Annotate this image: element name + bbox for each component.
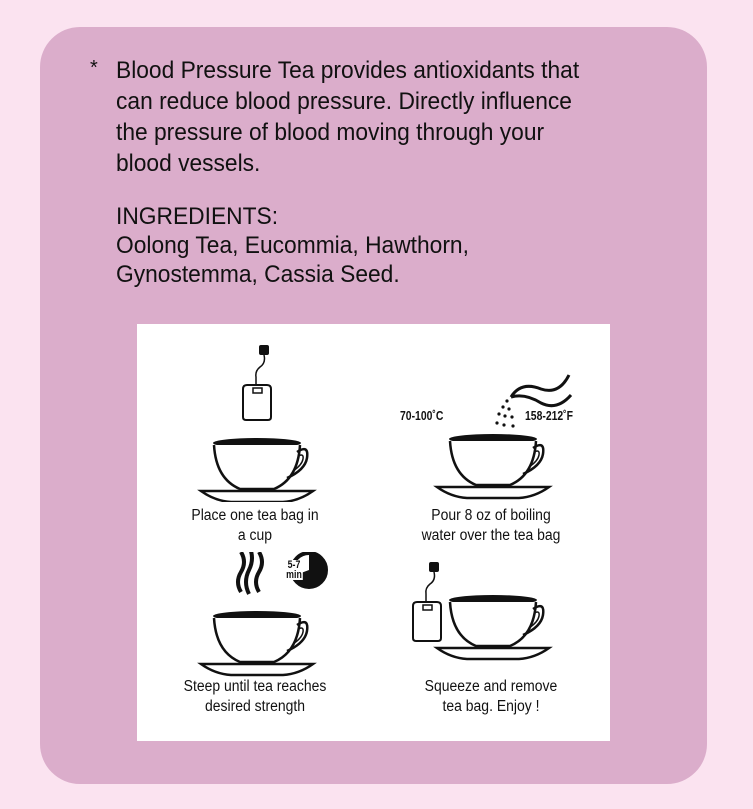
description-line: Blood Pressure Tea provides antioxidants that	[116, 57, 580, 84]
step-place-tea-bag	[137, 324, 373, 544]
description-line: can reduce blood pressure. Directly influence	[116, 88, 572, 115]
brewing-instructions-panel	[137, 324, 610, 741]
caption-line: tea bag. Enjoy !	[442, 698, 540, 715]
caption-line: Squeeze and remove	[424, 678, 558, 695]
remove-tea-bag-icon	[403, 562, 573, 672]
ingredients-section	[116, 202, 469, 289]
bullet-asterisk: *	[90, 57, 98, 79]
step-caption	[149, 677, 361, 717]
step-caption	[385, 677, 597, 717]
ingredients-heading: INGREDIENTS:	[116, 203, 279, 230]
ingredients-line: Oolong Tea, Eucommia, Hawthorn,	[116, 232, 469, 259]
temperature-fahrenheit: 158-212˚F	[525, 408, 573, 423]
temperature-celsius: 70-100˚C	[400, 408, 444, 423]
steep-time	[285, 560, 303, 580]
tea-bag-over-cup-icon	[197, 342, 317, 502]
product-description	[116, 55, 637, 179]
caption-line: Place one tea bag in	[191, 507, 319, 524]
step-steep	[137, 534, 373, 741]
description-line: blood vessels.	[116, 150, 261, 177]
caption-line: a cup	[237, 527, 273, 544]
caption-line: water over the tea bag	[421, 527, 561, 544]
product-info-card	[40, 27, 707, 784]
caption-line: Steep until tea reaches	[183, 678, 327, 695]
steeping-cup-timer-icon	[197, 552, 337, 677]
step-pour-water	[373, 324, 609, 544]
pour-water-cup-icon	[413, 369, 573, 504]
description-line: the pressure of blood moving through your	[116, 119, 545, 146]
caption-line: Pour 8 oz of boiling	[431, 507, 551, 524]
timer-unit: min	[286, 569, 302, 581]
caption-line: desired strength	[204, 698, 306, 715]
timer-range: 5-7	[287, 559, 301, 571]
step-remove-tea-bag	[373, 534, 609, 741]
ingredients-line: Gynostemma, Cassia Seed.	[116, 261, 400, 288]
